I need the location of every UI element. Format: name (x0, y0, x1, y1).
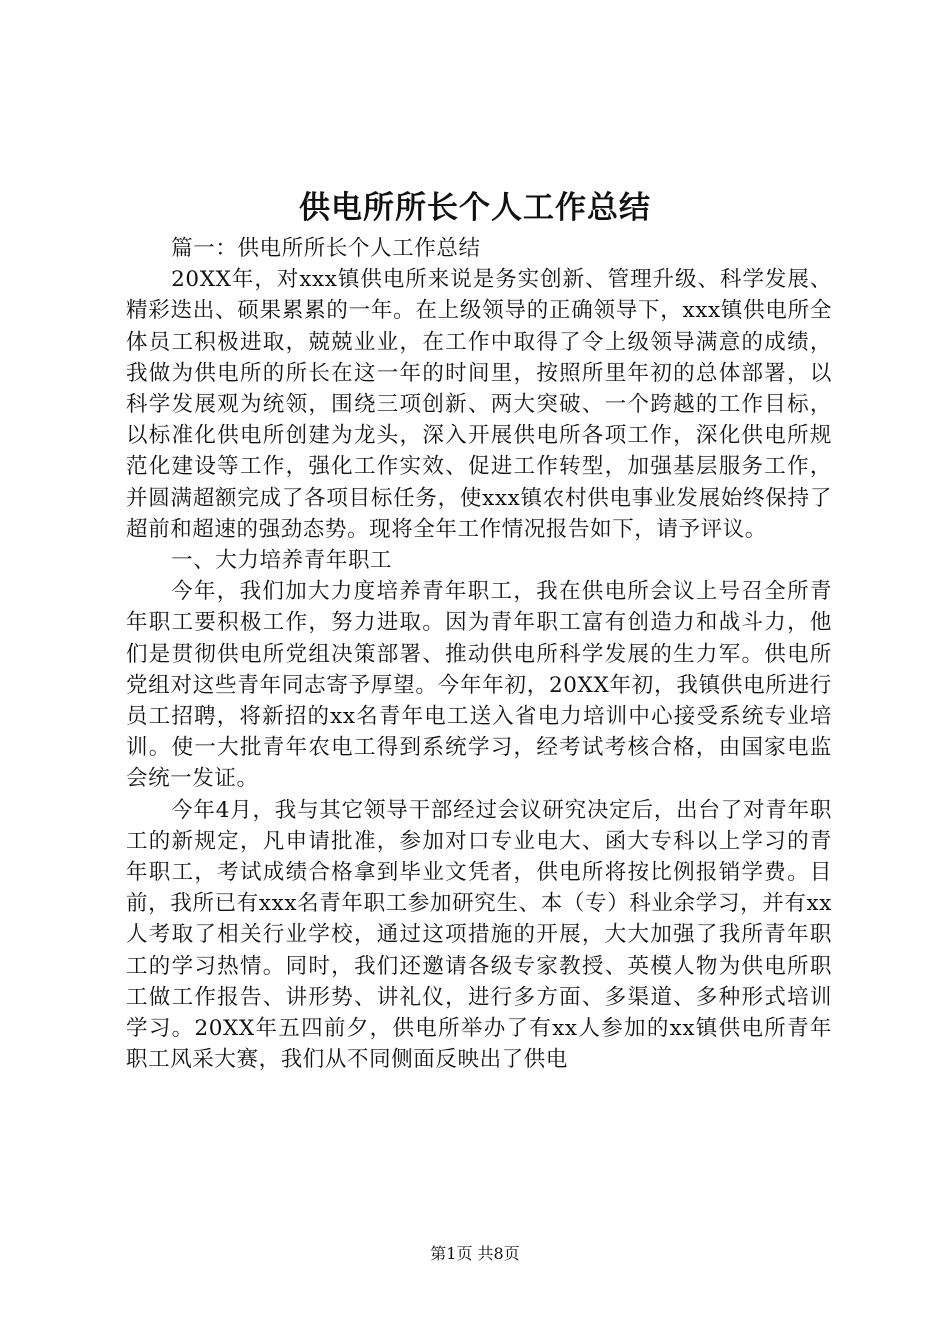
document-title: 供电所所长个人工作总结 (299, 190, 651, 226)
paragraph: 今年4月，我与其它领导干部经过会议研究决定后，出台了对青年职工的新规定，凡申请批准，参加对口专业电大、函大专科以上学习的青年职工，考试成绩合格拿到毕业文凭者，供电所将按比例报销学费。目前，我所已有xxx名青年职工参加研究生、本（专）科业余学习，并有xx人考取了相关行业学校，通过这项措施的开展，大大加强了我所青年职工的学习热情。同时，我们还邀请各级专家教授、英模人物为供电所职工做工作报告、讲形势、讲礼仪，进行多方面、多渠道、多种形式培训学习。20XX年五四前夕，供电所举办了有xx人参加的xx镇供电所青年职工风采大赛，我们从不同侧面反映出了供电 (126, 797, 832, 1073)
document-body (126, 233, 832, 1075)
paragraph-section-heading: 篇一：供电所所长个人工作总结 (171, 236, 481, 261)
page-number-footer: 第1页 共8页 (430, 1244, 520, 1263)
paragraph: 20XX年，对xxx镇供电所来说是务实创新、管理升级、科学发展、精彩迭出、硕果累累的一年。在上级领导的正确领导下，xxx镇供电所全体员工积极进取，兢兢业业，在工作中取得了令上级领导满意的成绩，我做为供电所的所长在这一年的时间里，按照所里年初的总体部署，以科学发展观为统领，围绕三项创新、两大突破、一个跨越的工作目标，以标准化供电所创建为龙头，深入开展供电所各项工作，深化供电所规范化建设等工作，强化工作实效、促进工作转型，加强基层服务工作，并圆满超额完成了各项目标任务，使xxx镇农村供电事业发展始终保持了超前和超速的强劲态势。现将全年工作情况报告如下，请予评议。 (126, 267, 832, 542)
paragraph-subheading: 一、大力培养青年职工 (171, 548, 393, 574)
paragraph: 今年，我们加大力度培养青年职工，我在供电所会议上号召全所青年职工要积极工作，努力进取。因为青年职工富有创造力和战斗力，他们是贯彻供电所党组决策部署、推动供电所科学发展的生力军。供电所党组对这些青年同志寄予厚望。今年年初，20XX年初，我镇供电所进行员工招聘，将新招的xx名青年电工送入省电力培训中心接受系统专业培训。使一大批青年农电工得到系统学习，经考试考核合格，由国家电监会统一发证。 (126, 579, 832, 792)
